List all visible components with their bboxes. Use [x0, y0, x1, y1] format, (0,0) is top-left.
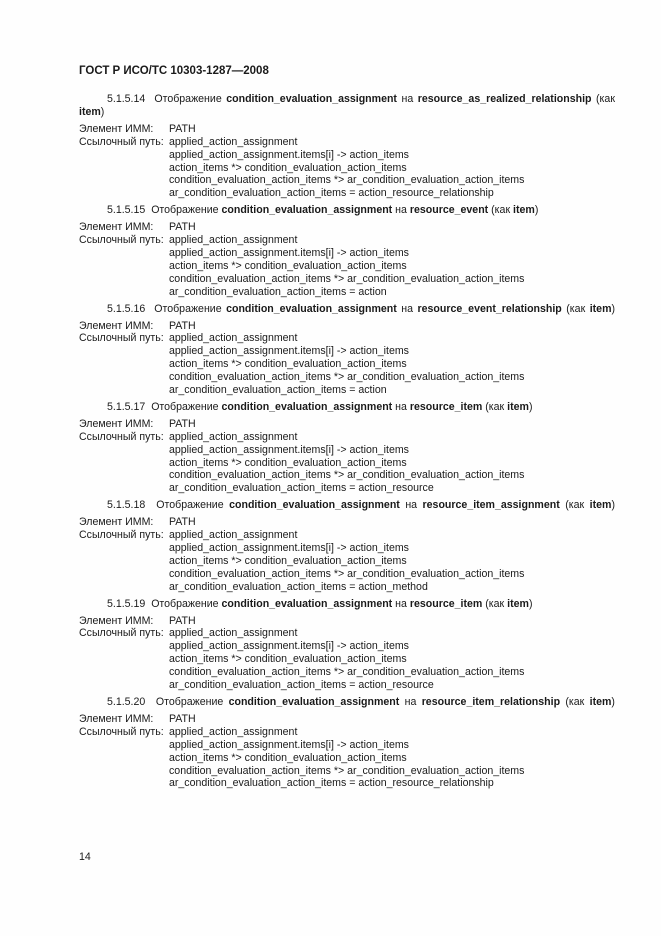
path-label: Ссылочный путь: [79, 234, 164, 247]
mapping-section [79, 93, 615, 200]
path-line: condition_evaluation_action_items *> ar_condition_evaluation_action_items [169, 174, 525, 187]
element-label: Элемент ИММ: [79, 221, 154, 234]
mapping-word: Отображение [155, 695, 224, 708]
section-title [79, 204, 615, 217]
path-continuation [169, 444, 615, 496]
path-line: action_items *> condition_evaluation_action_items [169, 751, 407, 764]
path-line: ar_condition_evaluation_action_items = action_method [169, 580, 428, 593]
mapping-word: Отображение [151, 400, 219, 413]
close-paren: ) [534, 204, 539, 217]
path-line: condition_evaluation_action_items *> ar_condition_evaluation_action_items [169, 666, 525, 679]
path-line: condition_evaluation_action_items *> ar_condition_evaluation_action_items [169, 371, 525, 384]
path-line: condition_evaluation_action_items *> ar_condition_evaluation_action_items [169, 469, 525, 482]
close-paren: ) [611, 499, 615, 512]
path-line: applied_action_assignment [169, 135, 298, 148]
path-row [79, 136, 615, 149]
mapping-section [79, 499, 615, 593]
document-header: ГОСТ Р ИСО/ТС 10303-1287—2008 [79, 65, 269, 77]
element-label: Элемент ИММ: [79, 122, 154, 135]
path-line: applied_action_assignment.items[i] -> action_items [169, 542, 409, 554]
source-entity: condition_evaluation_assignment [221, 400, 393, 413]
mapping-word: Отображение [156, 499, 224, 512]
section-number: 5.1.5.17 [107, 400, 146, 413]
as-open: (как [596, 93, 615, 105]
path-line: ar_condition_evaluation_action_items = action_resource [169, 482, 434, 495]
target-entity: resource_item [409, 400, 483, 413]
element-row [79, 516, 615, 529]
path-continuation [169, 345, 615, 397]
path-label: Ссылочный путь: [79, 332, 164, 345]
path-line: applied_action_assignment.items[i] -> action_items [169, 148, 409, 161]
mapping-section [79, 401, 615, 495]
element-value: PATH [169, 417, 196, 430]
section-title [79, 93, 615, 119]
on-word: на [401, 93, 414, 105]
close-paren: ) [100, 105, 105, 118]
element-label: Элемент ИММ: [79, 614, 154, 627]
source-entity: condition_evaluation_assignment [228, 695, 400, 708]
mapping-word: Отображение [151, 204, 219, 217]
as-open: (как [565, 499, 585, 512]
path-line: applied_action_assignment [169, 529, 298, 542]
as-entity: item [589, 499, 612, 512]
target-entity: resource_event_relationship [417, 302, 562, 315]
element-row [79, 221, 615, 234]
path-label: Ссылочный путь: [79, 135, 164, 148]
source-entity: condition_evaluation_assignment [226, 302, 397, 315]
on-word: на [401, 302, 414, 315]
mapping-section [79, 204, 615, 298]
path-line: ar_condition_evaluation_action_items = action_resource_relationship [169, 777, 494, 790]
target-entity: resource_event [409, 204, 489, 217]
close-paren: ) [528, 400, 533, 413]
path-label: Ссылочный путь: [79, 529, 164, 542]
section-title [79, 696, 615, 709]
element-label: Элемент ИММ: [79, 712, 154, 725]
path-line: condition_evaluation_action_items *> ar_condition_evaluation_action_items [169, 567, 525, 580]
path-line: applied_action_assignment [169, 627, 298, 640]
target-entity: resource_item [409, 597, 483, 610]
on-word: на [395, 597, 407, 610]
on-word: на [405, 499, 418, 512]
element-row [79, 418, 615, 431]
path-line: applied_action_assignment.items[i] -> action_items [169, 345, 409, 358]
as-entity: item [589, 695, 612, 708]
source-entity: condition_evaluation_assignment [229, 499, 400, 512]
element-label: Элемент ИММ: [79, 516, 154, 529]
path-line: applied_action_assignment [169, 332, 298, 345]
as-entity: item [507, 400, 529, 413]
path-line: applied_action_assignment.items[i] -> action_items [169, 738, 409, 751]
path-line: action_items *> condition_evaluation_action_items [169, 358, 407, 371]
path-row [79, 234, 615, 247]
as-entity: item [79, 105, 101, 118]
path-continuation [169, 739, 615, 791]
path-line: applied_action_assignment [169, 725, 298, 738]
element-value: PATH [169, 122, 196, 135]
element-value: PATH [169, 712, 196, 725]
as-open: (как [485, 597, 505, 610]
close-paren: ) [611, 302, 616, 315]
path-continuation [169, 149, 615, 201]
section-number: 5.1.5.18 [107, 499, 146, 512]
target-entity: resource_item_assignment [422, 499, 560, 512]
on-word: на [404, 695, 417, 708]
target-entity: resource_item_relationship [421, 695, 561, 708]
document-body [79, 93, 615, 794]
as-open: (как [491, 204, 511, 217]
close-paren: ) [528, 597, 533, 610]
path-line: action_items *> condition_evaluation_action_items [169, 259, 407, 272]
section-title [79, 401, 615, 414]
element-label: Элемент ИММ: [79, 417, 154, 430]
path-line: action_items *> condition_evaluation_action_items [169, 653, 407, 666]
section-title [79, 499, 615, 512]
section-number: 5.1.5.19 [107, 597, 146, 610]
path-label: Ссылочный путь: [79, 627, 164, 640]
on-word: на [395, 400, 407, 413]
element-row [79, 713, 615, 726]
as-entity: item [589, 302, 612, 315]
path-label: Ссылочный путь: [79, 725, 164, 738]
source-entity: condition_evaluation_assignment [226, 93, 397, 105]
on-word: на [395, 204, 407, 217]
path-line: ar_condition_evaluation_action_items = action [169, 285, 387, 298]
element-label: Элемент ИММ: [79, 319, 154, 332]
path-line: ar_condition_evaluation_action_items = action [169, 384, 387, 397]
path-line: ar_condition_evaluation_action_items = action_resource_relationship [169, 187, 494, 200]
mapping-word: Отображение [154, 93, 222, 105]
element-value: PATH [169, 516, 196, 529]
element-value: PATH [169, 319, 196, 332]
path-row [79, 627, 615, 640]
section-title [79, 303, 615, 316]
path-row [79, 529, 615, 542]
section-number: 5.1.5.20 [107, 695, 146, 708]
section-number: 5.1.5.15 [107, 204, 146, 217]
mapping-word: Отображение [151, 597, 219, 610]
target-entity: resource_as_realized_relationship [417, 93, 592, 105]
path-continuation [169, 247, 615, 299]
section-number: 5.1.5.14 [107, 93, 146, 105]
as-entity: item [513, 204, 535, 217]
section-title [79, 598, 615, 611]
as-open: (как [565, 695, 585, 708]
path-line: applied_action_assignment.items[i] -> action_items [169, 640, 409, 653]
path-continuation [169, 640, 615, 692]
mapping-section [79, 696, 615, 790]
mapping-section [79, 598, 615, 692]
source-entity: condition_evaluation_assignment [221, 204, 393, 217]
element-value: PATH [169, 614, 196, 627]
path-row [79, 431, 615, 444]
element-row [79, 320, 615, 333]
section-number: 5.1.5.16 [107, 302, 146, 315]
close-paren: ) [611, 695, 615, 708]
as-entity: item [507, 597, 529, 610]
path-line: applied_action_assignment [169, 234, 298, 247]
path-line: applied_action_assignment.items[i] -> action_items [169, 246, 409, 259]
path-line: action_items *> condition_evaluation_action_items [169, 161, 407, 174]
path-line: applied_action_assignment.items[i] -> action_items [169, 443, 409, 456]
path-continuation [169, 542, 615, 594]
path-row [79, 332, 615, 345]
path-line: applied_action_assignment [169, 430, 298, 443]
path-row [79, 726, 615, 739]
source-entity: condition_evaluation_assignment [221, 597, 393, 610]
path-line: condition_evaluation_action_items *> ar_condition_evaluation_action_items [169, 764, 525, 777]
mapping-section [79, 303, 615, 397]
path-label: Ссылочный путь: [79, 430, 164, 443]
path-line: condition_evaluation_action_items *> ar_condition_evaluation_action_items [169, 272, 525, 285]
path-line: action_items *> condition_evaluation_action_items [169, 554, 407, 567]
as-open: (как [485, 400, 505, 413]
path-line: ar_condition_evaluation_action_items = action_resource [169, 679, 434, 692]
as-open: (как [566, 302, 586, 315]
element-row [79, 615, 615, 628]
mapping-word: Отображение [154, 302, 222, 315]
page-number: 14 [79, 851, 91, 863]
path-line: action_items *> condition_evaluation_action_items [169, 456, 407, 469]
element-row [79, 123, 615, 136]
element-value: PATH [169, 221, 196, 234]
